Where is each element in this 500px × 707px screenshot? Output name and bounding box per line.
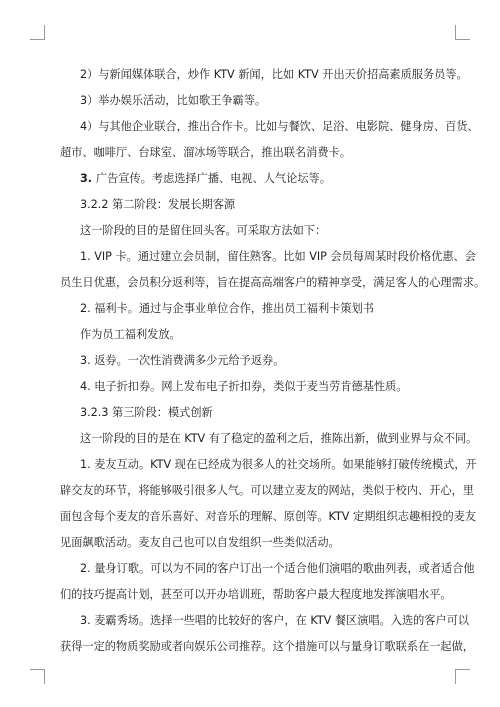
paragraph-continuation: 见面飙歌活动。麦友自己也可以自发组织一些类似活动。 [60, 536, 340, 549]
paragraph: 作为员工福利发放。 [80, 328, 181, 341]
paragraph-continuation: 获得一定的物质奖励或者向娱乐公司推荐。这个措施可以与量身订歌联系在一起做， [60, 640, 474, 653]
paragraph: 2）与新闻媒体联合，炒作 KTV 新闻，比如 KTV 开出天价招高素质服务员等。 [80, 68, 468, 81]
ad-section-text: 广告宣传。考虑选择广播、电视、人气论坛等。 [95, 172, 331, 185]
paragraph: 这一阶段的目的是在 KTV 有了稳定的盈利之后，推陈出新，做到业界与众不同。 [80, 432, 478, 445]
paragraph: 4. 电子折扣券。网上发布电子折扣券，类似于麦当劳肯德基性质。 [80, 380, 408, 393]
paragraph-continuation: 员生日优惠，会员积分返利等，旨在提高高端客户的精神享受，满足客人的心理需求。 [60, 276, 486, 289]
paragraph-continuation: 面包含每个麦友的音乐喜好、对音乐的理解、原创等。KTV 定期组织志趣相投的麦友 [60, 510, 477, 523]
section-heading: 3.2.2 第二阶段：发展长期客源 [80, 198, 236, 211]
paragraph-continuation: 超市、咖啡厅、台球室、溜冰场等联合，推出联名消费卡。 [60, 146, 351, 159]
paragraph: 3. 麦霸秀场。选择一些唱的比较好的客户，在 KTV 餐区演唱。入选的客户可以 [80, 614, 470, 627]
section-heading: 3.2.3 第三阶段：模式创新 [80, 406, 213, 419]
crop-mark-top-right [455, 25, 470, 40]
paragraph: 1. 麦友互动。KTV 现在已经成为很多人的社交场所。如果能够打破传统模式，开 [80, 458, 477, 471]
crop-mark-bottom-left [30, 669, 45, 684]
paragraph: 2. 福利卡。通过与企事业单位合作，推出员工福利卡策划书 [80, 302, 374, 315]
paragraph: 3. 返券。一次性消费满多少元给予返券。 [80, 354, 285, 367]
paragraph [60, 172, 444, 185]
crop-mark-top-left [30, 25, 45, 40]
paragraph: 2. 量身订歌。可以为不同的客户订出一个适合他们演唱的歌曲列表，或者适合他 [80, 562, 475, 575]
paragraph: 4）与其他企业联合，推出合作卡。比如与餐饮、足浴、电影院、健身房、百货、 [80, 120, 479, 133]
paragraph: 3）举办娱乐活动，比如歌王争霸等。 [80, 94, 267, 107]
paragraph: 这一阶段的目的是留住回头客。可采取方法如下： [80, 224, 327, 237]
bold-label: 3. [80, 172, 96, 185]
document-body [60, 68, 486, 653]
paragraph: 1. VIP 卡。通过建立会员制，留住熟客。比如 VIP 会员每周某时段价格优惠、会 [80, 250, 476, 263]
paragraph-continuation: 们的技巧提高计划，甚至可以开办培训班，帮助客户最大程度地发挥演唱水平。 [60, 588, 452, 601]
paragraph-continuation: 辟交友的环节，将能够吸引很多人气。可以建立麦友的网站，类似于校内、开心，里 [60, 484, 474, 497]
crop-mark-bottom-right [455, 669, 470, 684]
